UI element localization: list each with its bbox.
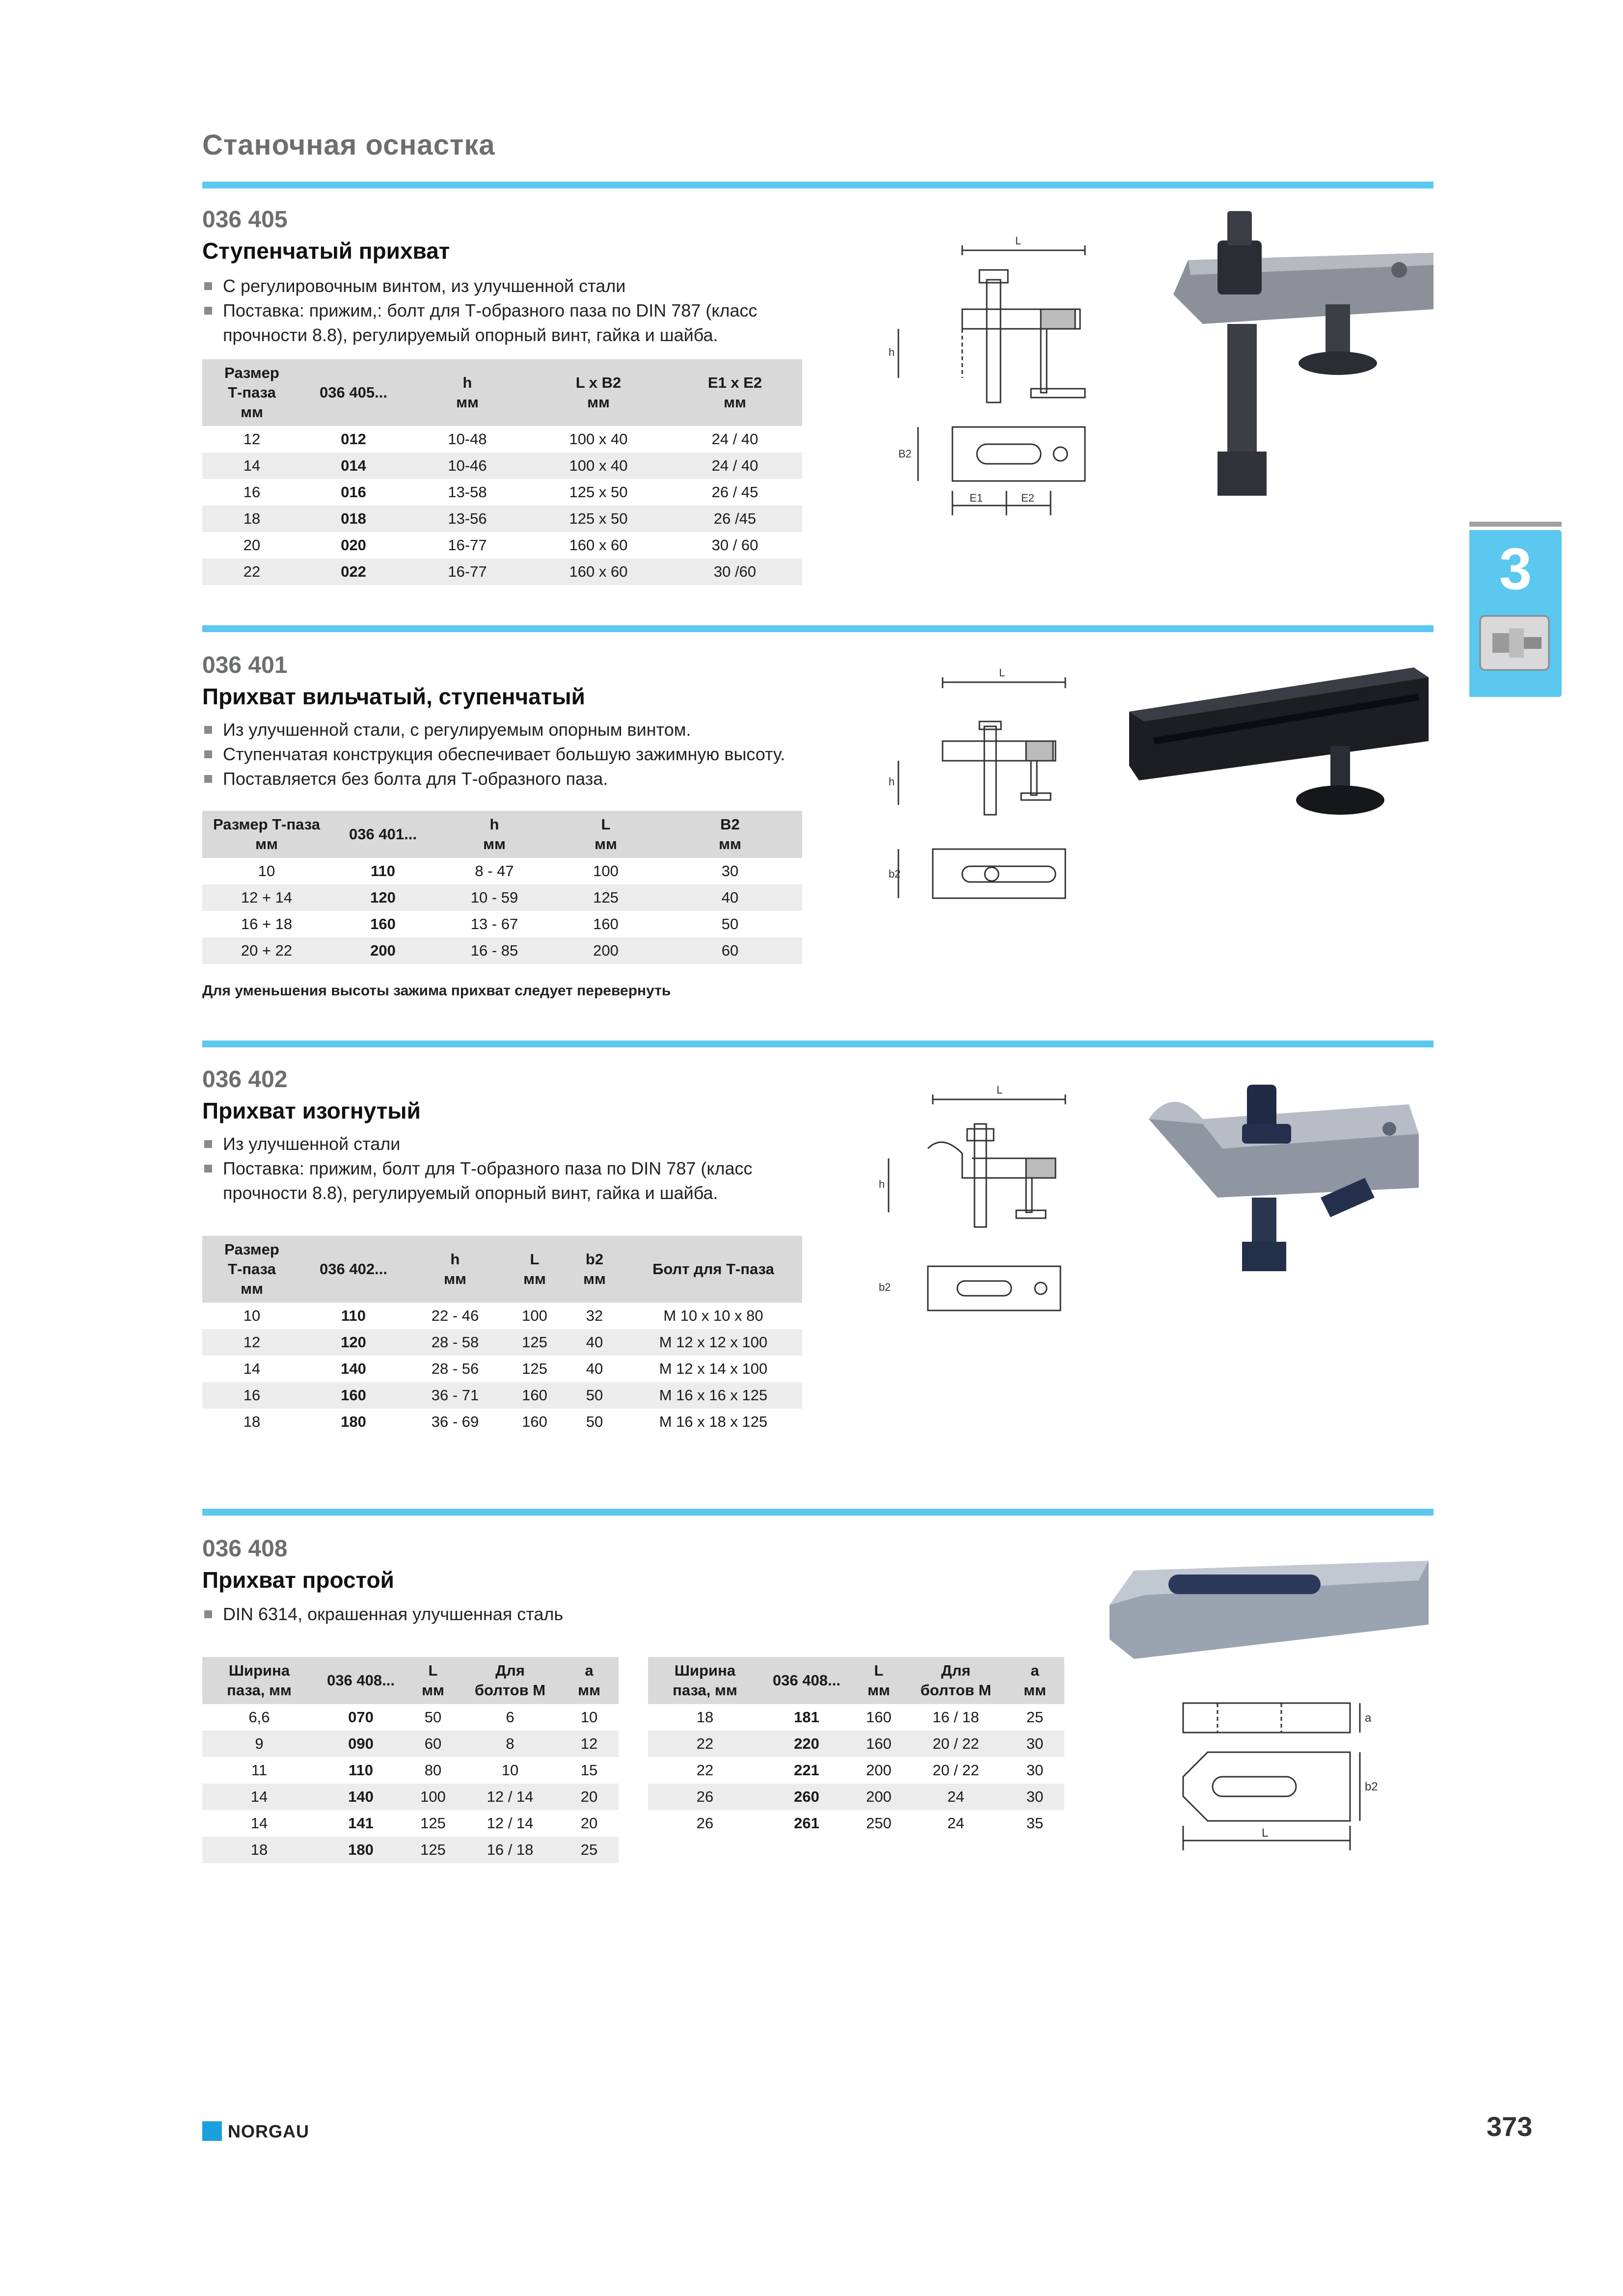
s4-col-width: Ширина паза, мм bbox=[202, 1657, 316, 1704]
table-row: 26 261 250 24 35 bbox=[696, 1815, 1044, 1832]
s2-table bbox=[202, 811, 802, 964]
s4-col-l: L мм bbox=[406, 1657, 460, 1704]
table-row: 14 140 28 - 56 125 40 M 12 x 14 x 100 bbox=[243, 1360, 768, 1377]
s1-drawing-label-E2: E2 bbox=[1021, 492, 1034, 504]
s3-col-h: h мм bbox=[406, 1236, 505, 1303]
s2-col-h: h мм bbox=[435, 811, 554, 858]
s3-col-size: Размер Т-паза мм bbox=[202, 1236, 301, 1303]
s2-rule bbox=[202, 625, 1434, 632]
s4-col-bolt: Для болтов М bbox=[460, 1657, 560, 1704]
s2-code: 036 401 bbox=[202, 652, 288, 678]
s2-drawing-label-L: L bbox=[999, 667, 1005, 679]
table-row: 16 160 36 - 71 160 50 M 16 x 16 x 125 bbox=[202, 1382, 802, 1409]
s1-bullets bbox=[202, 274, 840, 347]
s2-col-b2: B2 мм bbox=[658, 811, 802, 858]
table-row: 9 090 60 8 12 bbox=[202, 1731, 619, 1757]
s3-bullet: Из улучшенной стали bbox=[202, 1132, 840, 1156]
table-row: 14 014 10-46 100 x 40 24 / 40 bbox=[202, 453, 802, 479]
s2-col-code: 036 401... bbox=[331, 811, 435, 858]
table-row: 20 020 16-77 160 x 60 30 / 60 bbox=[243, 536, 758, 554]
table-row: 22 022 16-77 160 x 60 30 /60 bbox=[202, 559, 802, 585]
s4-technical-drawing bbox=[1163, 1693, 1389, 1870]
s4-table-a bbox=[202, 1657, 619, 1863]
s3-drawing-label-b2: b2 bbox=[879, 1281, 891, 1293]
s4b-col-l: L мм bbox=[851, 1657, 906, 1704]
s2-bullets bbox=[202, 718, 890, 791]
page-number: 373 bbox=[1487, 2111, 1533, 2142]
s3-bullets bbox=[202, 1132, 840, 1205]
table-row: 12 120 28 - 58 125 40 M 12 x 12 x 100 bbox=[202, 1329, 802, 1356]
s1-col-size: Размер Т-паза мм bbox=[202, 359, 301, 426]
s4-title: Прихват простой bbox=[202, 1567, 394, 1593]
s4-code: 036 408 bbox=[202, 1536, 288, 1562]
table-row: 14 141 125 12 / 14 20 bbox=[250, 1815, 598, 1832]
table-row: 20 + 22 200 16 - 85 200 60 bbox=[202, 937, 802, 964]
page-title: Станочная оснастка bbox=[202, 129, 495, 161]
s1-col-code: 036 405... bbox=[301, 359, 406, 426]
s3-table bbox=[202, 1236, 802, 1435]
s4-table-b bbox=[648, 1657, 1064, 1837]
s4b-col-bolt: Для болтов М bbox=[906, 1657, 1005, 1704]
s1-drawing-label-h: h bbox=[889, 346, 895, 358]
s2-drawing-label-b2: b2 bbox=[889, 868, 901, 880]
table-row: 11 110 80 10 15 bbox=[251, 1762, 598, 1779]
s1-bullet-cont: прочности 8.8), регулируемый опорный винт, гайка и шайба. bbox=[223, 325, 718, 345]
s2-col-l: L мм bbox=[554, 811, 658, 858]
s2-bullet: Ступенчатая конструкция обеспечивает большую зажимную высоту. bbox=[202, 742, 890, 767]
s4-drawing-label-b2: b2 bbox=[1365, 1780, 1378, 1793]
s1-col-e1e2: E1 x E2 мм bbox=[668, 359, 802, 426]
s3-col-b2: b2 мм bbox=[565, 1236, 624, 1303]
s2-technical-drawing bbox=[889, 667, 1105, 918]
s3-product-photo bbox=[1144, 1075, 1434, 1281]
s4b-col-code: 036 408... bbox=[762, 1657, 851, 1704]
s2-bullet: Из улучшенной стали, с регулируемым опорным винтом. bbox=[202, 718, 890, 742]
s1-drawing-label-L: L bbox=[1015, 235, 1022, 247]
s4b-col-width: Ширина паза, мм bbox=[648, 1657, 762, 1704]
s3-col-l: L мм bbox=[505, 1236, 565, 1303]
s1-technical-drawing bbox=[889, 231, 1105, 525]
s1-bullet: С регулировочным винтом, из улучшенной стали bbox=[202, 274, 840, 298]
s4-bullet: DIN 6314, окрашенная улучшенная сталь bbox=[202, 1602, 840, 1627]
s1-col-lxb2: L x B2 мм bbox=[529, 359, 668, 426]
table-row: 22 220 160 20 / 22 30 bbox=[648, 1731, 1064, 1757]
s3-bullet: Поставка: прижим, болт для Т-образного паза по DIN 787 (класс bbox=[202, 1156, 840, 1181]
s2-title: Прихват вильчатый, ступенчатый bbox=[202, 684, 585, 709]
s4-col-a: a мм bbox=[560, 1657, 619, 1704]
s4-rule bbox=[202, 1509, 1434, 1516]
s1-product-photo bbox=[1168, 206, 1443, 520]
norgau-logo-mark bbox=[202, 2121, 222, 2141]
s4-col-code: 036 408... bbox=[316, 1657, 406, 1704]
table-row: 6,6 070 50 6 10 bbox=[248, 1709, 598, 1726]
s1-bullet: Поставка: прижим,: болт для Т-образного паза по DIN 787 (класс bbox=[202, 298, 840, 323]
s4-drawing-label-L: L bbox=[1262, 1826, 1269, 1840]
table-row: 26 260 200 24 30 bbox=[648, 1784, 1064, 1810]
header-rule bbox=[202, 182, 1434, 188]
s3-rule bbox=[202, 1041, 1434, 1047]
table-row: 16 + 18 160 13 - 67 160 50 bbox=[241, 915, 739, 933]
table-row: 22 221 200 20 / 22 30 bbox=[696, 1762, 1044, 1779]
s2-drawing-label-h: h bbox=[889, 775, 895, 788]
s3-technical-drawing bbox=[879, 1080, 1105, 1325]
s3-col-bolt: Болт для Т-паза bbox=[624, 1236, 802, 1303]
side-tab-top-bar bbox=[1469, 522, 1562, 527]
s4-drawing-label-a: a bbox=[1365, 1711, 1372, 1725]
s2-note: Для уменьшения высоты зажима прихват следует перевернуть bbox=[202, 983, 671, 999]
s1-table bbox=[202, 359, 802, 585]
footer-brand: NORGAU bbox=[228, 2121, 309, 2141]
s2-product-photo bbox=[1124, 658, 1434, 844]
tool-holder-icon bbox=[1478, 614, 1551, 672]
table-row: 14 140 100 12 / 14 20 bbox=[202, 1784, 619, 1810]
s1-drawing-label-E1: E1 bbox=[970, 492, 983, 504]
table-row: 12 + 14 120 10 - 59 125 40 bbox=[202, 884, 802, 911]
s3-title: Прихват изогнутый bbox=[202, 1098, 421, 1123]
s4-bullets bbox=[202, 1602, 840, 1627]
table-row: 16 016 13-58 125 x 50 26 / 45 bbox=[243, 483, 758, 501]
s1-title: Ступенчатый прихват bbox=[202, 238, 450, 264]
table-row: 18 180 36 - 69 160 50 M 16 x 18 x 125 bbox=[243, 1413, 768, 1430]
table-row: 10 110 8 - 47 100 30 bbox=[258, 862, 739, 880]
table-row: 12 012 10-48 100 x 40 24 / 40 bbox=[243, 430, 758, 448]
s4-product-photo bbox=[1105, 1551, 1438, 1679]
side-tab-number: 3 bbox=[1499, 536, 1532, 602]
s3-code: 036 402 bbox=[202, 1067, 288, 1093]
s3-drawing-label-h: h bbox=[879, 1178, 885, 1190]
s3-drawing-label-L: L bbox=[997, 1084, 1003, 1096]
table-row: 18 181 160 16 / 18 25 bbox=[696, 1709, 1044, 1726]
s1-drawing-label-B2: B2 bbox=[898, 448, 912, 460]
s1-col-h: h мм bbox=[406, 359, 529, 426]
table-row: 18 180 125 16 / 18 25 bbox=[202, 1837, 619, 1863]
s3-col-code: 036 402... bbox=[301, 1236, 406, 1303]
s3-bullet-cont: прочности 8.8), регулируемый опорный винт, гайка и шайба. bbox=[223, 1183, 718, 1203]
s2-col-size: Размер Т-паза мм bbox=[202, 811, 331, 858]
s4b-col-a: a мм bbox=[1005, 1657, 1064, 1704]
s1-code: 036 405 bbox=[202, 207, 288, 233]
table-row: 10 110 22 - 46 100 32 M 10 x 10 x 80 bbox=[243, 1307, 763, 1324]
s2-bullet: Поставляется без болта для Т-образного паза. bbox=[202, 767, 890, 791]
table-row: 18 018 13-56 125 x 50 26 /45 bbox=[202, 506, 802, 532]
